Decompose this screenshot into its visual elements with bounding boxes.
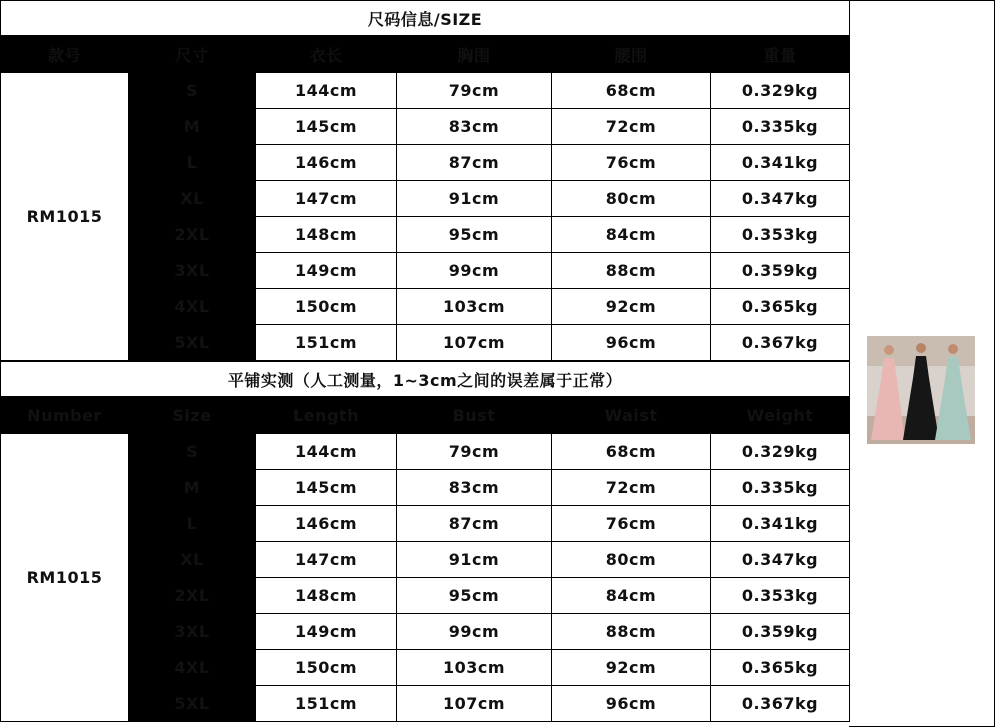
header-size: 尺寸 [129, 36, 256, 73]
weight-cell: 0.329kg [711, 73, 850, 109]
waist-cell: 76cm [552, 145, 711, 181]
length-cell: 145cm [256, 109, 397, 145]
table-title-row [1, 1, 850, 36]
table-row [1, 289, 850, 325]
length-cell: 151cm [256, 325, 397, 361]
size-table-chinese [0, 0, 850, 361]
table-title: 尺码信息/SIZE [1, 1, 850, 36]
length-cell: 146cm [256, 145, 397, 181]
length-cell: 150cm [256, 289, 397, 325]
table-row [1, 109, 850, 145]
bust-cell: 103cm [397, 650, 552, 686]
header-row [1, 397, 850, 434]
table-row [1, 650, 850, 686]
waist-cell: 72cm [552, 470, 711, 506]
table-row [1, 181, 850, 217]
length-cell: 144cm [256, 434, 397, 470]
table-note-title: 平铺实测（人工测量，1~3cm之间的误差属于正常） [1, 362, 850, 397]
bust-cell: 107cm [397, 325, 552, 361]
header-bust: Bust [397, 397, 552, 434]
table-row [1, 434, 850, 470]
waist-cell: 88cm [552, 614, 711, 650]
waist-cell: 84cm [552, 217, 711, 253]
bust-cell: 95cm [397, 578, 552, 614]
header-bust: 胸围 [397, 36, 552, 73]
length-cell: 150cm [256, 650, 397, 686]
model-head-3 [948, 344, 958, 354]
size-cell: S [129, 434, 256, 470]
weight-cell: 0.335kg [711, 470, 850, 506]
length-cell: 149cm [256, 614, 397, 650]
length-cell: 149cm [256, 253, 397, 289]
header-length: 衣长 [256, 36, 397, 73]
model-number: RM1015 [1, 434, 129, 722]
size-cell: XL [129, 542, 256, 578]
length-cell: 147cm [256, 181, 397, 217]
weight-cell: 0.341kg [711, 506, 850, 542]
header-model: 款号 [1, 36, 129, 73]
size-cell: L [129, 506, 256, 542]
size-cell: 3XL [129, 253, 256, 289]
bust-cell: 79cm [397, 434, 552, 470]
table-row [1, 325, 850, 361]
size-cell: 3XL [129, 614, 256, 650]
bust-cell: 103cm [397, 289, 552, 325]
weight-cell: 0.347kg [711, 542, 850, 578]
size-cell: S [129, 73, 256, 109]
waist-cell: 84cm [552, 578, 711, 614]
bust-cell: 83cm [397, 109, 552, 145]
bust-cell: 91cm [397, 542, 552, 578]
bust-cell: 99cm [397, 253, 552, 289]
size-cell: 4XL [129, 289, 256, 325]
header-row [1, 36, 850, 73]
waist-cell: 88cm [552, 253, 711, 289]
weight-cell: 0.353kg [711, 217, 850, 253]
bust-cell: 107cm [397, 686, 552, 722]
waist-cell: 68cm [552, 73, 711, 109]
header-size: Size [129, 397, 256, 434]
length-cell: 144cm [256, 73, 397, 109]
bust-cell: 83cm [397, 470, 552, 506]
bust-cell: 79cm [397, 73, 552, 109]
waist-cell: 92cm [552, 650, 711, 686]
table-row [1, 253, 850, 289]
waist-cell: 76cm [552, 506, 711, 542]
size-cell: M [129, 470, 256, 506]
bust-cell: 95cm [397, 217, 552, 253]
bust-cell: 87cm [397, 506, 552, 542]
length-cell: 145cm [256, 470, 397, 506]
header-number: Number [1, 397, 129, 434]
weight-cell: 0.359kg [711, 614, 850, 650]
waist-cell: 72cm [552, 109, 711, 145]
size-cell: 2XL [129, 578, 256, 614]
size-cell: L [129, 145, 256, 181]
waist-cell: 92cm [552, 289, 711, 325]
size-cell: 2XL [129, 217, 256, 253]
header-length: Length [256, 397, 397, 434]
size-cell: 5XL [129, 686, 256, 722]
size-cell: 5XL [129, 325, 256, 361]
length-cell: 148cm [256, 578, 397, 614]
table-row [1, 217, 850, 253]
waist-cell: 80cm [552, 542, 711, 578]
weight-cell: 0.353kg [711, 578, 850, 614]
table-row [1, 73, 850, 109]
model-head-1 [884, 345, 894, 355]
table-row [1, 145, 850, 181]
bust-cell: 99cm [397, 614, 552, 650]
weight-cell: 0.329kg [711, 434, 850, 470]
header-weight: Weight [711, 397, 850, 434]
weight-cell: 0.335kg [711, 109, 850, 145]
waist-cell: 96cm [552, 325, 711, 361]
size-cell: 4XL [129, 650, 256, 686]
header-weight: 重量 [711, 36, 850, 73]
weight-cell: 0.359kg [711, 253, 850, 289]
header-waist: Waist [552, 397, 711, 434]
model-head-2 [916, 343, 926, 353]
table-row [1, 542, 850, 578]
waist-cell: 80cm [552, 181, 711, 217]
length-cell: 148cm [256, 217, 397, 253]
table-title-row [1, 362, 850, 397]
length-cell: 146cm [256, 506, 397, 542]
table-row [1, 614, 850, 650]
header-waist: 腰围 [552, 36, 711, 73]
weight-cell: 0.365kg [711, 289, 850, 325]
weight-cell: 0.347kg [711, 181, 850, 217]
length-cell: 147cm [256, 542, 397, 578]
weight-cell: 0.367kg [711, 325, 850, 361]
model-number: RM1015 [1, 73, 129, 361]
bust-cell: 87cm [397, 145, 552, 181]
table-row [1, 578, 850, 614]
size-cell: XL [129, 181, 256, 217]
table-row [1, 686, 850, 722]
weight-cell: 0.367kg [711, 686, 850, 722]
length-cell: 151cm [256, 686, 397, 722]
table-row [1, 506, 850, 542]
bust-cell: 91cm [397, 181, 552, 217]
size-table-english [0, 361, 850, 722]
weight-cell: 0.341kg [711, 145, 850, 181]
waist-cell: 96cm [552, 686, 711, 722]
waist-cell: 68cm [552, 434, 711, 470]
dress-product-thumbnail [867, 336, 975, 444]
table-row [1, 470, 850, 506]
weight-cell: 0.365kg [711, 650, 850, 686]
size-cell: M [129, 109, 256, 145]
